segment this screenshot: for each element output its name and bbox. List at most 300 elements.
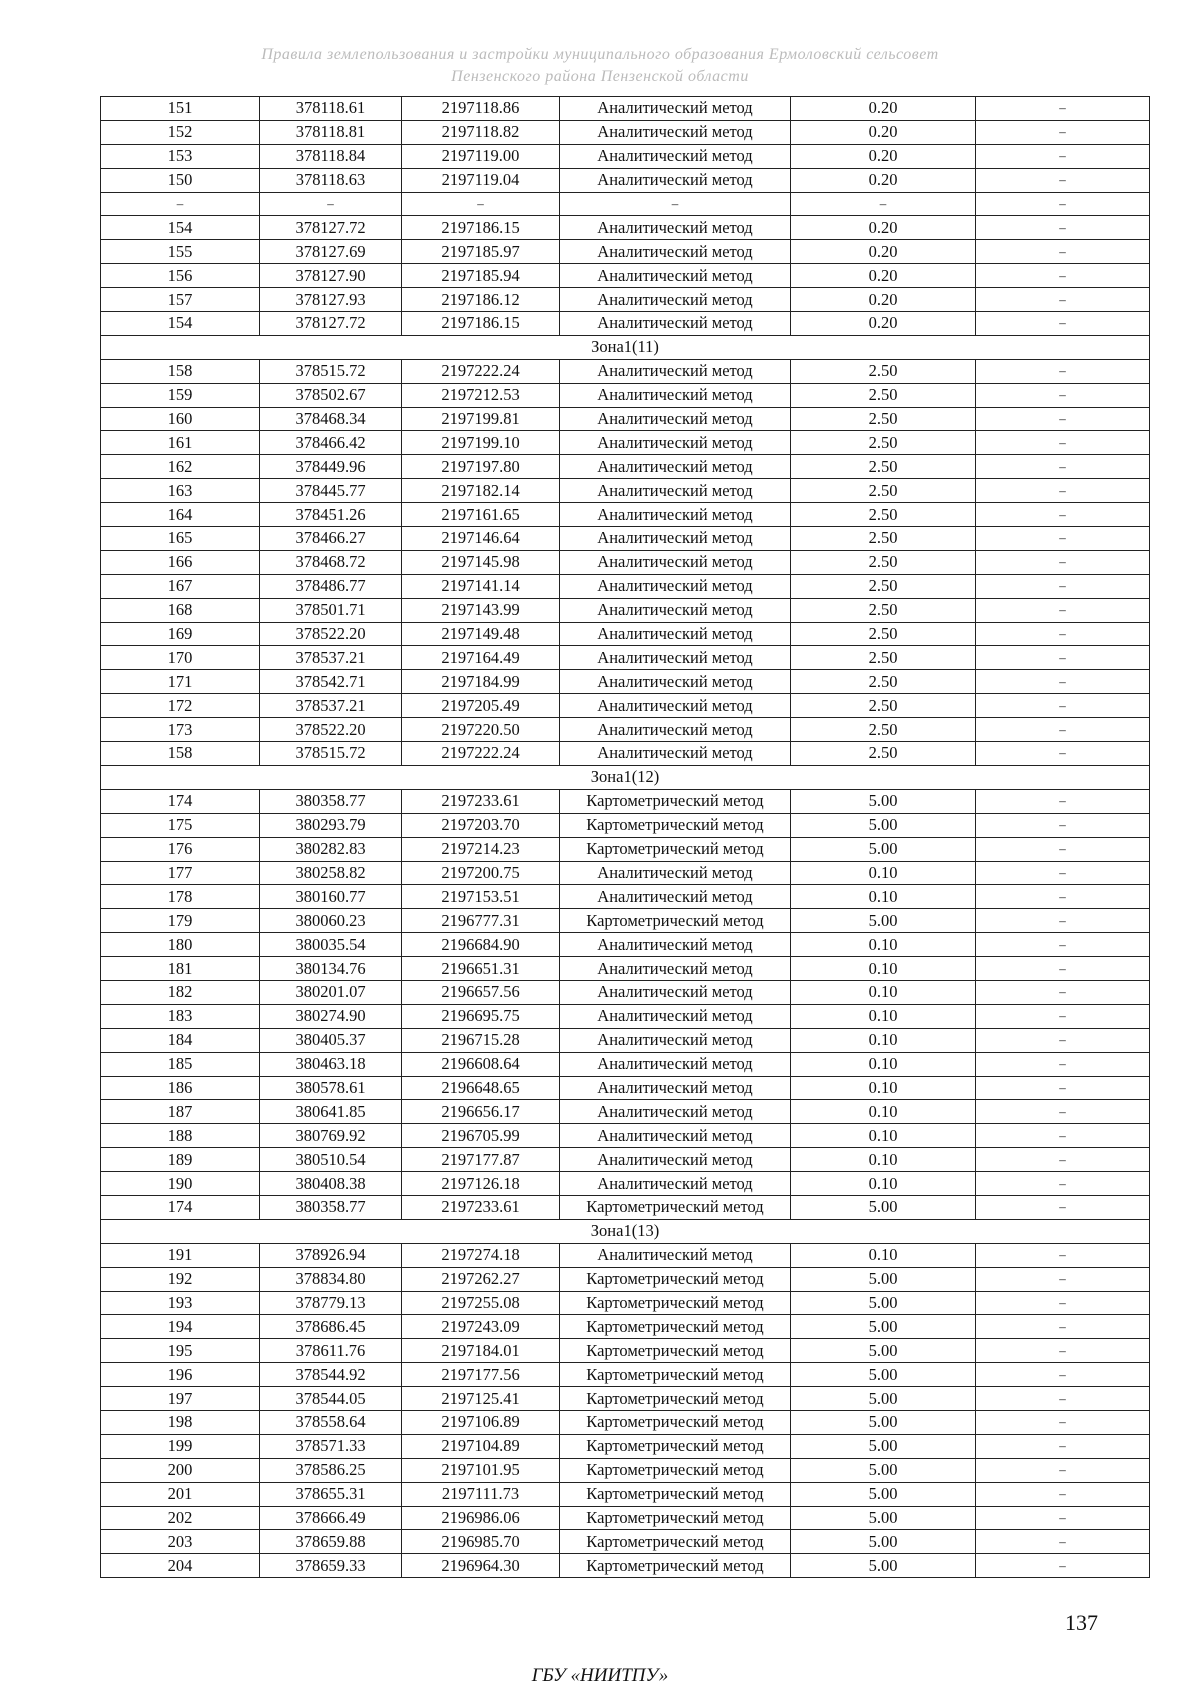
cell-note: – — [976, 574, 1150, 598]
cell-coord-y: 2197126.18 — [402, 1172, 560, 1196]
table-row — [101, 527, 1150, 551]
cell-accuracy: 0.10 — [791, 1004, 976, 1028]
cell-coord-y: 2197199.10 — [402, 431, 560, 455]
cell-accuracy: 5.00 — [791, 813, 976, 837]
header-line-1: Правила землепользования и застройки муниципального образования Ермоловский сельсовет — [261, 46, 939, 63]
cell-coord-x: 380274.90 — [260, 1004, 402, 1028]
table-row — [101, 1482, 1150, 1506]
cell-accuracy: 2.50 — [791, 742, 976, 766]
cell-point-number: 164 — [101, 503, 260, 527]
cell-point-number: 200 — [101, 1458, 260, 1482]
cell-accuracy: 5.00 — [791, 1387, 976, 1411]
table-row — [101, 1530, 1150, 1554]
cell-coord-y: 2196684.90 — [402, 933, 560, 957]
cell-point-number: 186 — [101, 1076, 260, 1100]
cell-accuracy: 2.50 — [791, 359, 976, 383]
cell-note: – — [976, 240, 1150, 264]
cell-note: – — [976, 1554, 1150, 1578]
cell-accuracy: 2.50 — [791, 527, 976, 551]
cell-accuracy: 2.50 — [791, 550, 976, 574]
cell-accuracy: 5.00 — [791, 1339, 976, 1363]
cell-point-number: 174 — [101, 789, 260, 813]
cell-method: Аналитический метод — [560, 861, 791, 885]
cell-accuracy: 0.10 — [791, 1148, 976, 1172]
cell-method: Аналитический метод — [560, 670, 791, 694]
cell-point-number: 202 — [101, 1506, 260, 1530]
cell-method: Аналитический метод — [560, 957, 791, 981]
cell-coord-x: 380293.79 — [260, 813, 402, 837]
cell-method: Аналитический метод — [560, 479, 791, 503]
cell-coord-y: 2196715.28 — [402, 1028, 560, 1052]
cell-method: Аналитический метод — [560, 694, 791, 718]
cell-note: – — [976, 144, 1150, 168]
table-row — [101, 789, 1150, 813]
cell-note: – — [976, 1506, 1150, 1530]
cell-point-number: 153 — [101, 144, 260, 168]
cell-accuracy: 0.10 — [791, 1124, 976, 1148]
table-row — [101, 407, 1150, 431]
cell-coord-y: 2197186.12 — [402, 288, 560, 312]
cell-coord-y: 2197149.48 — [402, 622, 560, 646]
cell-note: – — [976, 813, 1150, 837]
cell-accuracy: 0.20 — [791, 264, 976, 288]
cell-accuracy: 5.00 — [791, 1506, 976, 1530]
cell-method: Аналитический метод — [560, 264, 791, 288]
cell-note: – — [976, 837, 1150, 861]
cell-coord-x: 378468.34 — [260, 407, 402, 431]
cell-coord-x: 380035.54 — [260, 933, 402, 957]
cell-method: Картометрический метод — [560, 1363, 791, 1387]
cell-method: Аналитический метод — [560, 622, 791, 646]
table-row — [101, 216, 1150, 240]
cell-coord-x: 378659.33 — [260, 1554, 402, 1578]
cell-method: Аналитический метод — [560, 1076, 791, 1100]
cell-coord-y: 2196657.56 — [402, 980, 560, 1004]
cell-method: Аналитический метод — [560, 550, 791, 574]
cell-coord-y: 2197222.24 — [402, 359, 560, 383]
table-row — [101, 1458, 1150, 1482]
cell-note: – — [976, 646, 1150, 670]
cell-note: – — [976, 1028, 1150, 1052]
table-row — [101, 503, 1150, 527]
cell-note: – — [976, 622, 1150, 646]
table-row — [101, 288, 1150, 312]
cell-point-number: 194 — [101, 1315, 260, 1339]
cell-coord-y: 2196964.30 — [402, 1554, 560, 1578]
cell-coord-x: 380282.83 — [260, 837, 402, 861]
cell-coord-x: 380578.61 — [260, 1076, 402, 1100]
cell-coord-x: 378501.71 — [260, 598, 402, 622]
cell-note: – — [976, 120, 1150, 144]
cell-coord-y: 2197104.89 — [402, 1434, 560, 1458]
cell-accuracy: 5.00 — [791, 1267, 976, 1291]
cell-point-number: 151 — [101, 97, 260, 121]
cell-coord-y: 2197177.56 — [402, 1363, 560, 1387]
table-row — [101, 1172, 1150, 1196]
cell-method: Аналитический метод — [560, 144, 791, 168]
cell-point-number: 175 — [101, 813, 260, 837]
cell-method: Аналитический метод — [560, 1172, 791, 1196]
cell-accuracy: 0.20 — [791, 312, 976, 336]
cell-note: – — [976, 1243, 1150, 1267]
cell-coord-y: 2197262.27 — [402, 1267, 560, 1291]
cell-coord-x: 378537.21 — [260, 646, 402, 670]
table-row — [101, 431, 1150, 455]
cell-accuracy: 0.20 — [791, 168, 976, 192]
cell-coord-x: 378522.20 — [260, 622, 402, 646]
cell-accuracy: 2.50 — [791, 622, 976, 646]
cell-point-number: 179 — [101, 909, 260, 933]
cell-coord-x: 378659.88 — [260, 1530, 402, 1554]
zone-label: Зона1(13) — [101, 1219, 1150, 1243]
cell-accuracy: 0.10 — [791, 1028, 976, 1052]
cell-coord-y: 2197184.01 — [402, 1339, 560, 1363]
cell-point-number: 203 — [101, 1530, 260, 1554]
table-row — [101, 957, 1150, 981]
cell-accuracy: 2.50 — [791, 670, 976, 694]
cell-coord-y: 2197118.82 — [402, 120, 560, 144]
cell-coord-y: 2197118.86 — [402, 97, 560, 121]
cell-accuracy: 5.00 — [791, 837, 976, 861]
cell-coord-y: 2197243.09 — [402, 1315, 560, 1339]
cell-accuracy: 5.00 — [791, 1410, 976, 1434]
table-row — [101, 646, 1150, 670]
cell-point-number: 204 — [101, 1554, 260, 1578]
page-number: 137 — [1065, 1610, 1098, 1635]
cell-note: – — [976, 1124, 1150, 1148]
cell-point-number: 189 — [101, 1148, 260, 1172]
table-row — [101, 479, 1150, 503]
cell-method: Картометрический метод — [560, 813, 791, 837]
cell-coord-y: – — [402, 192, 560, 216]
table-row — [101, 1028, 1150, 1052]
cell-point-number: 159 — [101, 383, 260, 407]
cell-coord-y: 2197222.24 — [402, 742, 560, 766]
cell-coord-y: 2197214.23 — [402, 837, 560, 861]
table-row — [101, 1076, 1150, 1100]
cell-method: Аналитический метод — [560, 527, 791, 551]
table-row — [101, 455, 1150, 479]
cell-method: Аналитический метод — [560, 1124, 791, 1148]
cell-point-number: 156 — [101, 264, 260, 288]
cell-accuracy: 5.00 — [791, 1458, 976, 1482]
cell-accuracy: 0.10 — [791, 933, 976, 957]
cell-note: – — [976, 264, 1150, 288]
cell-method: Аналитический метод — [560, 503, 791, 527]
table-row — [101, 861, 1150, 885]
cell-method: Аналитический метод — [560, 97, 791, 121]
cell-coord-y: 2197203.70 — [402, 813, 560, 837]
zone-label: Зона1(12) — [101, 765, 1150, 789]
cell-accuracy: 2.50 — [791, 431, 976, 455]
cell-point-number: 158 — [101, 359, 260, 383]
table-row — [101, 1100, 1150, 1124]
cell-accuracy: 0.20 — [791, 288, 976, 312]
cell-coord-x: 380358.77 — [260, 789, 402, 813]
cell-coord-y: 2196656.17 — [402, 1100, 560, 1124]
cell-note: – — [976, 1339, 1150, 1363]
cell-point-number: 158 — [101, 742, 260, 766]
cell-method: Картометрический метод — [560, 1339, 791, 1363]
zone-header-row — [101, 765, 1150, 789]
cell-coord-x: 380258.82 — [260, 861, 402, 885]
cell-accuracy: 0.20 — [791, 120, 976, 144]
cell-coord-y: 2196648.65 — [402, 1076, 560, 1100]
table-row — [101, 550, 1150, 574]
cell-note: – — [976, 431, 1150, 455]
cell-accuracy: 5.00 — [791, 1434, 976, 1458]
cell-accuracy: 2.50 — [791, 598, 976, 622]
cell-coord-x: 378486.77 — [260, 574, 402, 598]
cell-point-number: 157 — [101, 288, 260, 312]
cell-point-number: 163 — [101, 479, 260, 503]
cell-coord-x: 378542.71 — [260, 670, 402, 694]
cell-note: – — [976, 216, 1150, 240]
cell-note: – — [976, 1482, 1150, 1506]
cell-method: Аналитический метод — [560, 646, 791, 670]
cell-coord-x: 380060.23 — [260, 909, 402, 933]
cell-coord-x: 380641.85 — [260, 1100, 402, 1124]
cell-note: – — [976, 288, 1150, 312]
cell-coord-x: 378571.33 — [260, 1434, 402, 1458]
cell-accuracy: 2.50 — [791, 407, 976, 431]
table-row — [101, 1554, 1150, 1578]
cell-coord-x: 378451.26 — [260, 503, 402, 527]
cell-method: Аналитический метод — [560, 216, 791, 240]
cell-method: Картометрический метод — [560, 1482, 791, 1506]
table-row — [101, 359, 1150, 383]
cell-note: – — [976, 550, 1150, 574]
cell-coord-x: 378611.76 — [260, 1339, 402, 1363]
cell-coord-x: 378522.20 — [260, 718, 402, 742]
cell-accuracy: 0.10 — [791, 980, 976, 1004]
cell-point-number: 184 — [101, 1028, 260, 1052]
cell-coord-x: 378466.42 — [260, 431, 402, 455]
cell-point-number: – — [101, 192, 260, 216]
footer-organization: ГБУ «НИИТПУ» — [531, 1665, 669, 1686]
cell-point-number: 150 — [101, 168, 260, 192]
cell-coord-x: 378686.45 — [260, 1315, 402, 1339]
cell-accuracy: 5.00 — [791, 1195, 976, 1219]
cell-method: Картометрический метод — [560, 1530, 791, 1554]
cell-coord-x: 380358.77 — [260, 1195, 402, 1219]
cell-method: Аналитический метод — [560, 742, 791, 766]
cell-coord-x: 378445.77 — [260, 479, 402, 503]
cell-point-number: 172 — [101, 694, 260, 718]
cell-method: Картометрический метод — [560, 1458, 791, 1482]
cell-point-number: 171 — [101, 670, 260, 694]
table-row — [101, 1339, 1150, 1363]
table-row — [101, 1243, 1150, 1267]
cell-accuracy: 5.00 — [791, 1363, 976, 1387]
cell-coord-y: 2197177.87 — [402, 1148, 560, 1172]
cell-coord-x: 380769.92 — [260, 1124, 402, 1148]
table-row — [101, 909, 1150, 933]
table-row — [101, 1267, 1150, 1291]
cell-coord-y: 2197153.51 — [402, 885, 560, 909]
cell-note: – — [976, 168, 1150, 192]
cell-accuracy: 0.10 — [791, 1052, 976, 1076]
cell-note: – — [976, 909, 1150, 933]
table-row — [101, 598, 1150, 622]
cell-note: – — [976, 1148, 1150, 1172]
cell-point-number: 154 — [101, 216, 260, 240]
cell-point-number: 170 — [101, 646, 260, 670]
cell-coord-x: 378127.69 — [260, 240, 402, 264]
cell-note: – — [976, 1076, 1150, 1100]
cell-coord-x: 380510.54 — [260, 1148, 402, 1172]
cell-note: – — [976, 1052, 1150, 1076]
cell-note: – — [976, 527, 1150, 551]
cell-method: Аналитический метод — [560, 1100, 791, 1124]
cell-accuracy: – — [791, 192, 976, 216]
table-row — [101, 1195, 1150, 1219]
cell-coord-x: 378466.27 — [260, 527, 402, 551]
cell-coord-y: 2197205.49 — [402, 694, 560, 718]
cell-method: Картометрический метод — [560, 1267, 791, 1291]
cell-coord-y: 2196705.99 — [402, 1124, 560, 1148]
table-row — [101, 240, 1150, 264]
cell-note: – — [976, 694, 1150, 718]
cell-method: Аналитический метод — [560, 288, 791, 312]
cell-point-number: 165 — [101, 527, 260, 551]
cell-coord-y: 2197200.75 — [402, 861, 560, 885]
cell-method: Аналитический метод — [560, 885, 791, 909]
cell-accuracy: 5.00 — [791, 1291, 976, 1315]
table-row — [101, 933, 1150, 957]
table-row — [101, 1004, 1150, 1028]
cell-coord-x: 378127.72 — [260, 216, 402, 240]
cell-coord-y: 2197119.04 — [402, 168, 560, 192]
cell-coord-x: 378502.67 — [260, 383, 402, 407]
cell-coord-x: 378544.92 — [260, 1363, 402, 1387]
cell-point-number: 176 — [101, 837, 260, 861]
cell-point-number: 167 — [101, 574, 260, 598]
cell-coord-y: 2197182.14 — [402, 479, 560, 503]
cell-coord-y: 2197161.65 — [402, 503, 560, 527]
cell-coord-x: 378449.96 — [260, 455, 402, 479]
table-row — [101, 694, 1150, 718]
cell-method: Аналитический метод — [560, 407, 791, 431]
cell-accuracy: 0.20 — [791, 144, 976, 168]
cell-note: – — [976, 192, 1150, 216]
cell-coord-y: 2196651.31 — [402, 957, 560, 981]
cell-method: Картометрический метод — [560, 909, 791, 933]
cell-coord-x: 378127.72 — [260, 312, 402, 336]
cell-coord-x: 380160.77 — [260, 885, 402, 909]
cell-method: Аналитический метод — [560, 933, 791, 957]
cell-point-number: 185 — [101, 1052, 260, 1076]
cell-coord-x: 378926.94 — [260, 1243, 402, 1267]
cell-point-number: 173 — [101, 718, 260, 742]
cell-accuracy: 5.00 — [791, 1554, 976, 1578]
cell-coord-y: 2197106.89 — [402, 1410, 560, 1434]
cell-accuracy: 5.00 — [791, 909, 976, 933]
cell-method: Аналитический метод — [560, 718, 791, 742]
cell-coord-y: 2197185.97 — [402, 240, 560, 264]
table-row — [101, 718, 1150, 742]
cell-coord-x: 378127.93 — [260, 288, 402, 312]
cell-coord-x: 380463.18 — [260, 1052, 402, 1076]
zone-header-row — [101, 335, 1150, 359]
cell-coord-x: 380408.38 — [260, 1172, 402, 1196]
cell-point-number: 193 — [101, 1291, 260, 1315]
cell-method: Картометрический метод — [560, 789, 791, 813]
table-row — [101, 1387, 1150, 1411]
cell-point-number: 152 — [101, 120, 260, 144]
cell-coord-y: 2197220.50 — [402, 718, 560, 742]
running-header — [0, 44, 1200, 88]
cell-point-number: 174 — [101, 1195, 260, 1219]
cell-note: – — [976, 1315, 1150, 1339]
cell-method: Аналитический метод — [560, 455, 791, 479]
table-row — [101, 144, 1150, 168]
cell-point-number: 169 — [101, 622, 260, 646]
table-row — [101, 1363, 1150, 1387]
cell-point-number: 182 — [101, 980, 260, 1004]
cell-note: – — [976, 1458, 1150, 1482]
cell-coord-y: 2197185.94 — [402, 264, 560, 288]
cell-point-number: 161 — [101, 431, 260, 455]
cell-point-number: 201 — [101, 1482, 260, 1506]
cell-accuracy: 5.00 — [791, 1482, 976, 1506]
cell-point-number: 160 — [101, 407, 260, 431]
cell-note: – — [976, 1363, 1150, 1387]
cell-note: – — [976, 957, 1150, 981]
table-row — [101, 97, 1150, 121]
cell-method: Аналитический метод — [560, 598, 791, 622]
cell-point-number: 180 — [101, 933, 260, 957]
cell-coord-y: 2197274.18 — [402, 1243, 560, 1267]
cell-method: Картометрический метод — [560, 1291, 791, 1315]
cell-note: – — [976, 359, 1150, 383]
cell-coord-y: 2197164.49 — [402, 646, 560, 670]
cell-method: Картометрический метод — [560, 1195, 791, 1219]
cell-method: Картометрический метод — [560, 1554, 791, 1578]
table-row — [101, 1052, 1150, 1076]
cell-accuracy: 5.00 — [791, 1315, 976, 1339]
cell-point-number: 197 — [101, 1387, 260, 1411]
cell-note: – — [976, 598, 1150, 622]
cell-accuracy: 2.50 — [791, 455, 976, 479]
cell-coord-y: 2197255.08 — [402, 1291, 560, 1315]
table-row — [101, 622, 1150, 646]
cell-note: – — [976, 670, 1150, 694]
zone-label: Зона1(11) — [101, 335, 1150, 359]
cell-method: Аналитический метод — [560, 240, 791, 264]
cell-accuracy: 0.10 — [791, 1243, 976, 1267]
cell-coord-y: 2197111.73 — [402, 1482, 560, 1506]
cell-accuracy: 2.50 — [791, 383, 976, 407]
cell-accuracy: 0.10 — [791, 1172, 976, 1196]
table-row — [101, 837, 1150, 861]
cell-accuracy: 2.50 — [791, 574, 976, 598]
cell-note: – — [976, 1267, 1150, 1291]
table-row — [101, 1410, 1150, 1434]
cell-coord-x: 378127.90 — [260, 264, 402, 288]
cell-accuracy: 2.50 — [791, 479, 976, 503]
cell-point-number: 181 — [101, 957, 260, 981]
table-row — [101, 1291, 1150, 1315]
cell-note: – — [976, 1291, 1150, 1315]
cell-coord-x: 378655.31 — [260, 1482, 402, 1506]
cell-method: Аналитический метод — [560, 120, 791, 144]
cell-note: – — [976, 312, 1150, 336]
cell-coord-x: 378515.72 — [260, 742, 402, 766]
cell-point-number: 168 — [101, 598, 260, 622]
cell-coord-y: 2197186.15 — [402, 216, 560, 240]
cell-point-number: 155 — [101, 240, 260, 264]
